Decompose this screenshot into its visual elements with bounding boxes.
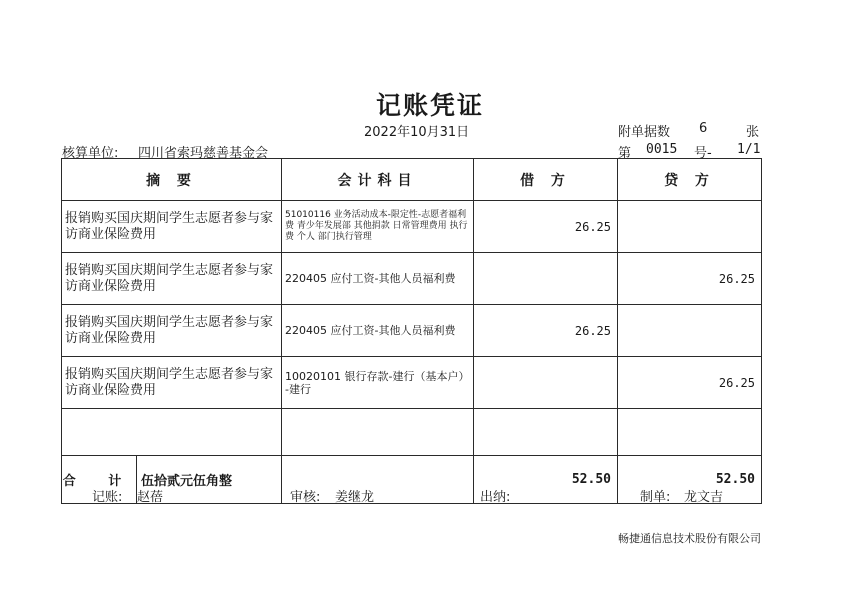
blank-cell [618,409,762,456]
row-credit [618,305,762,357]
row-debit [474,253,618,305]
total-label: 合 计 [62,456,137,503]
software-company: 畅捷通信息技术股份有限公司 [618,532,761,545]
reviewer-label: 审核: [290,490,321,505]
accounting-unit-name: 四川省索玛慈善基金会 [138,146,269,161]
blank-cell [282,409,474,456]
row-debit [474,357,618,409]
row-summary: 报销购买国庆期间学生志愿者参与家访商业保险费用 [62,357,282,409]
reviewer-name: 姜继龙 [335,490,375,505]
header-account: 会计科目 [282,159,474,201]
row-summary: 报销购买国庆期间学生志愿者参与家访商业保险费用 [62,253,282,305]
row-credit [618,201,762,253]
voucher-number-label: 第 [618,146,632,161]
header-summary: 摘 要 [62,159,282,201]
row-debit: 26.25 [474,201,618,253]
table-header-row [62,159,762,201]
attachment-label: 附单据数 [618,125,671,140]
table-row [62,305,762,357]
maker-name: 龙文吉 [684,490,724,505]
row-account: 10020101 银行存款-建行（基本户）-建行 [282,357,474,409]
voucher-page: 1/1 [737,142,761,157]
voucher-date: 2022年10月31日 [364,125,470,140]
voucher-table [61,158,762,504]
maker-label: 制单: [640,490,671,505]
row-account: 220405 应付工资-其他人员福利费 [282,253,474,305]
table-row [62,357,762,409]
cashier-label: 出纳: [480,490,511,505]
voucher-title: 记账凭证 [375,91,484,120]
voucher-number-suffix: 号- [694,146,712,161]
attachment-count: 6 [699,121,708,136]
row-credit: 26.25 [618,357,762,409]
voucher-number: 0015 [646,142,678,157]
attachment-unit: 张 [746,125,760,140]
total-debit: 52.50 [474,456,618,504]
row-credit: 26.25 [618,253,762,305]
table-row [62,201,762,253]
row-account: 51010116 业务活动成本-限定性-志愿者福利费 青少年发展部 其他捐款 日常管理费用 执行费 个人 部门执行管理 [282,201,474,253]
header-debit: 借 方 [474,159,618,201]
blank-cell [62,409,282,456]
blank-cell [474,409,618,456]
table-row [62,253,762,305]
row-account: 220405 应付工资-其他人员福利费 [282,305,474,357]
bookkeeper-label: 记账: [92,490,123,505]
blank-row [62,409,762,456]
total-amount-in-words: 伍拾贰元伍角整 [141,474,233,489]
accounting-unit-label: 核算单位: [62,146,119,161]
total-credit: 52.50 [618,456,762,504]
row-summary: 报销购买国庆期间学生志愿者参与家访商业保险费用 [62,305,282,357]
row-debit: 26.25 [474,305,618,357]
row-summary: 报销购买国庆期间学生志愿者参与家访商业保险费用 [62,201,282,253]
bookkeeper-name: 赵蓓 [137,490,164,505]
header-credit: 贷 方 [618,159,762,201]
